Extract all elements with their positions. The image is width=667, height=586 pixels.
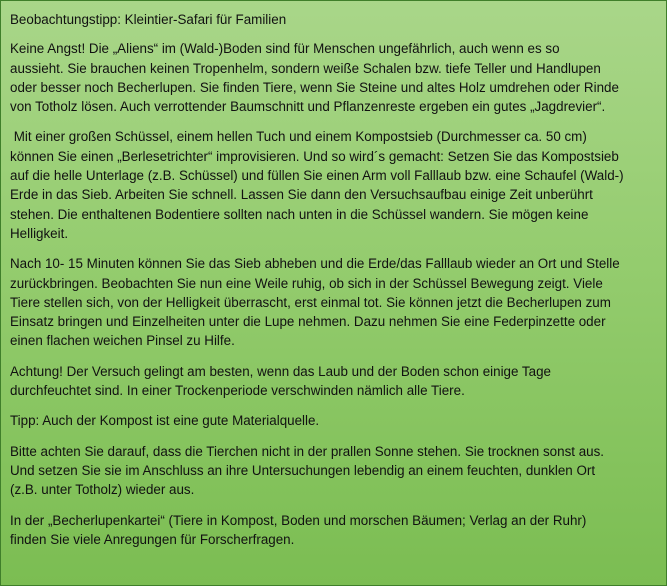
text-line: Tipp: Auch der Kompost ist eine gute Materialquelle. [10, 413, 320, 429]
text-line: Bitte achten Sie darauf, dass die Tierchen nicht in der prallen Sonne stehen. Sie trocknen sonst aus. [10, 443, 605, 459]
text-line: stehen. Die enthaltenen Bodentiere sollten nach unten in die Schüssel wandern. Sie mögen keine [10, 206, 589, 222]
text-line: Und setzen Sie sie im Anschluss an ihre Untersuchungen lebendig an einem feuchten, dunklen Ort [10, 462, 596, 478]
text-line: (z.B. unter Totholz) wieder aus. [10, 482, 195, 498]
text-line: zurückbringen. Beobachten Sie nun eine Weile ruhig, ob sich in der Schüssel Bewegung zeigt. Viele [10, 275, 603, 291]
text-line: auf die helle Unterlage (z.B. Schüssel) und füllen Sie einen Arm voll Falllaub bzw. eine Schaufel (Wald-) [10, 168, 624, 184]
paragraph-berlese [10, 127, 660, 243]
text-line: In der „Becherlupenkartei“ (Tiere in Kompost, Boden und morschen Bäumen; Verlag an der Ruhr) [10, 512, 587, 528]
text-line: durchfeuchtet sind. In einer Trockenperiode verschwinden nämlich alle Tiere. [10, 383, 465, 399]
text-line: Tiere stellen sich, von der Helligkeit überrascht, erst einmal tot. Sie können jetzt die Becherlupen zum [10, 294, 611, 310]
paragraph-intro [10, 39, 660, 116]
text-line: Mit einer großen Schüssel, einem hellen Tuch und einem Kompostsieb (Durchmesser ca. 50 cm) [10, 129, 587, 145]
text-line: Keine Angst! Die „Aliens“ im (Wald-)Boden sind für Menschen ungefährlich, auch wenn es so [10, 41, 560, 57]
paragraph-tip [10, 411, 660, 430]
text-line: Erde in das Sieb. Arbeiten Sie schnell. Lassen Sie dann den Versuchsaufbau einige Zeit unberührt [10, 187, 593, 203]
text-line: können Sie einen „Berlesetrichter“ improvisieren. Und so wird´s gemacht: Setzen Sie das Kompostsieb [10, 148, 619, 164]
text-line: Nach 10- 15 Minuten können Sie das Sieb abheben und die Erde/das Falllaub wieder an Ort und Stelle [10, 256, 620, 272]
text-line: von Totholz lösen. Auch verrottender Baumschnitt und Pflanzenreste ergeben ein gutes „Jagdrevier“. [10, 99, 606, 115]
text-line: Einsatz bringen und Einzelheiten unter die Lupe nehmen. Dazu nehmen Sie eine Federpinzette oder [10, 314, 606, 330]
paragraph-warning [10, 362, 660, 401]
document-title: Beobachtungstipp: Kleintier-Safari für Familien [10, 12, 287, 27]
text-line: aussieht. Sie brauchen keinen Tropenhelm, sondern weiße Schalen bzw. tiefe Teller und Handlupen [10, 60, 601, 76]
text-line: einen flachen weichen Pinsel zu Hilfe. [10, 333, 235, 349]
paragraph-observe [10, 254, 660, 350]
text-line: oder besser noch Becherlupen. Sie finden Tiere, wenn Sie Steine und altes Holz umdrehen oder Rinde [10, 79, 619, 95]
text-line: Helligkeit. [10, 225, 69, 241]
paragraph-care [10, 442, 660, 500]
text-line: Achtung! Der Versuch gelingt am besten, wenn das Laub und der Boden schon einige Tage [10, 363, 551, 379]
text-line: finden Sie viele Anregungen für Forscherfragen. [10, 531, 295, 547]
paragraph-reference [10, 511, 660, 550]
